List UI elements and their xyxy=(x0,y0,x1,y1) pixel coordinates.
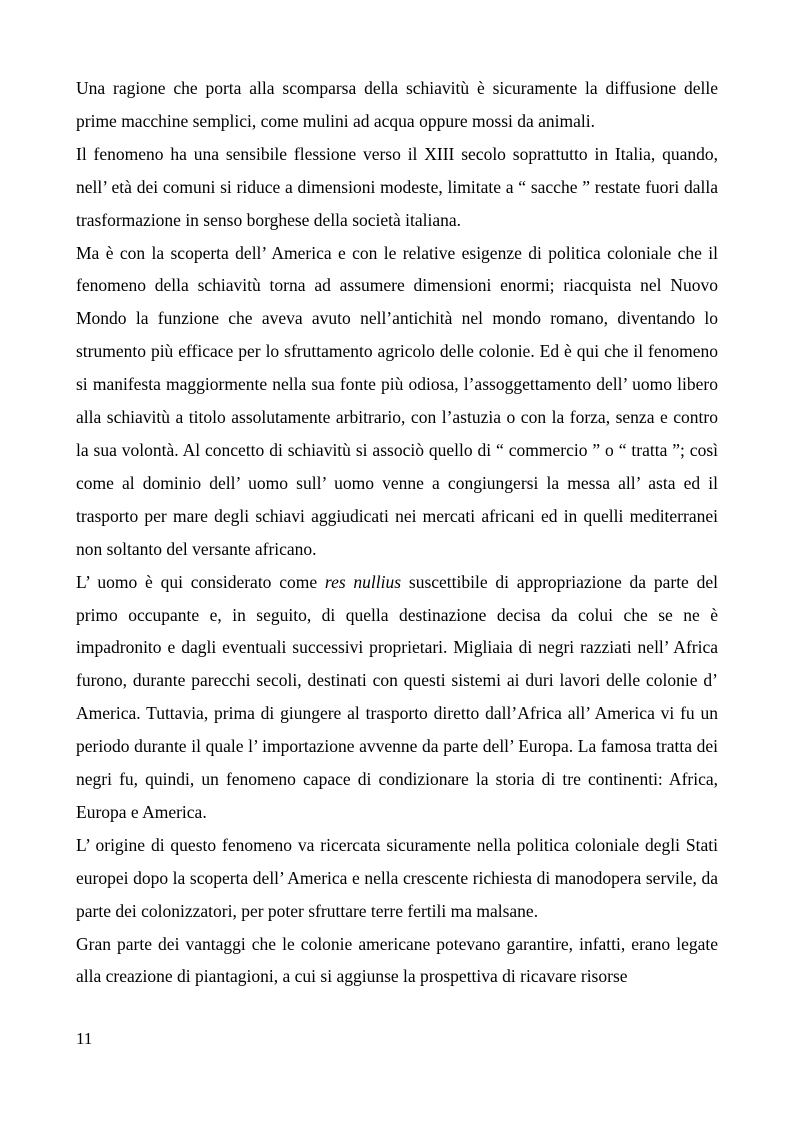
paragraph-4 xyxy=(76,566,718,829)
document-body xyxy=(76,72,718,993)
paragraph-4-rest: suscettibile di appropriazione da parte del primo occupante e, in seguito, di quella destinazione decisa da colui che se ne è impadronito e dagli eventuali successivi proprietari. Migliaia di negri razziati nell’ Africa furono, durante parecchi secoli, destinati con questi sistemi ai duri lavori delle colonie d’ America. Tuttavia, prima di giungere al trasporto diretto dall’Africa all’ America vi fu un periodo durante il quale l’ importazione avvenne da parte dell’ Europa. La famosa tratta dei negri fu, quindi, un fenomeno capace di condizionare la storia di tre continenti: Africa, Europa e America. xyxy=(76,571,718,822)
paragraph-1: Una ragione che porta alla scomparsa della schiavitù è sicuramente la diffusione delle prime macchine semplici, come mulini ad acqua oppure mossi da animali. xyxy=(76,78,718,131)
italic-term: res nullius xyxy=(324,571,402,592)
paragraph-5: L’ origine di questo fenomeno va ricercata sicuramente nella politica coloniale degli Stati europei dopo la scoperta dell’ America e nella crescente richiesta di manodopera servile, da parte dei colonizzatori, per poter sfruttare terre fertili ma malsane. xyxy=(76,834,718,921)
paragraph-6: Gran parte dei vantaggi che le colonie americane potevano garantire, infatti, erano legate alla creazione di piantagioni, a cui si aggiunse la prospettiva di ricavare risorse xyxy=(76,933,718,987)
paragraph-2: Il fenomeno ha una sensibile flessione verso il XIII secolo soprattutto in Italia, quando, nell’ età dei comuni si riduce a dimensioni modeste, limitate a “ sacche ” restate fuori dalla trasformazione in senso borghese della società italiana. xyxy=(76,143,718,230)
paragraph-3: Ma è con la scoperta dell’ America e con le relative esigenze di politica coloniale che il fenomeno della schiavitù torna ad assumere dimensioni enormi; riacquista nel Nuovo Mondo la funzione che aveva avuto nell’antichità nel mondo romano, diventando lo strumento più efficace per lo sfruttamento agricolo delle colonie. Ed è qui che il fenomeno si manifesta maggiormente nella sua fonte più odiosa, l’assoggettamento dell’ uomo libero alla schiavitù a titolo assolutamente arbitrario, con l’astuzia o con la forza, senza e contro la sua volontà. Al concetto di schiavitù si associò quello di “ commercio ” o “ tratta ”; così come al dominio dell’ uomo sull’ uomo venne a congiungersi la messa all’ asta ed il trasporto per mare degli schiavi aggiudicati nei mercati africani ed in quelli mediterranei non soltanto del versante africano. xyxy=(76,242,718,559)
page-number: 11 xyxy=(76,1029,93,1048)
paragraph-4-lead: L’ uomo è qui considerato come xyxy=(76,571,325,592)
